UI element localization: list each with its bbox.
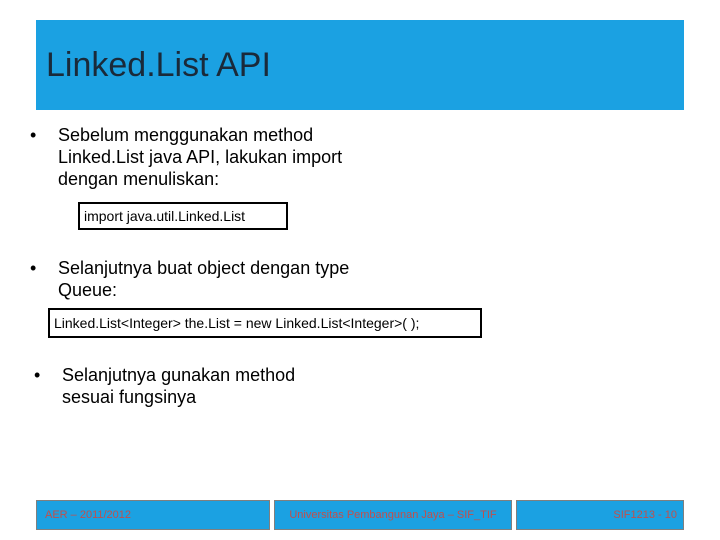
bullet-3-line-1: Selanjutnya gunakan method <box>62 365 296 385</box>
footer-center <box>274 500 512 530</box>
footer-center-text: Universitas Pembangunan Jaya – SIF_TIF <box>289 509 497 521</box>
bullet-2 <box>30 257 430 303</box>
bullet-1-text <box>58 124 342 190</box>
bullet-2-text <box>58 257 349 301</box>
bullet-3-line-2: sesuai fungsinya <box>62 387 197 407</box>
bullet-marker: • <box>34 365 41 385</box>
bullet-marker: • <box>30 125 37 145</box>
footer-left-text: AER – 2011/2012 <box>45 509 132 521</box>
declaration-code-box: Linked.List<Integer> the.List = new Linked.List<Integer>( ); <box>48 308 482 338</box>
slide-title: Linked.List API <box>46 46 271 84</box>
bullet-2-line-1: Selanjutnya buat object dengan type <box>58 258 350 278</box>
footer-left <box>36 500 270 530</box>
bullet-1-line-3: dengan menuliskan: <box>58 169 220 189</box>
import-code-box: import java.util.Linked.List <box>78 202 288 230</box>
bullet-marker: • <box>30 258 37 278</box>
bullet-1-line-1: Sebelum menggunakan method <box>58 125 314 145</box>
footer-right-text: SIF1213 - 10 <box>613 509 677 521</box>
bullet-3-text <box>62 364 295 408</box>
bullet-3 <box>34 364 434 410</box>
bullet-1-line-2: Linked.List java API, lakukan import <box>58 147 343 167</box>
footer-right <box>516 500 684 530</box>
bullet-2-line-2: Queue: <box>58 280 118 300</box>
bullet-1 <box>30 124 430 194</box>
